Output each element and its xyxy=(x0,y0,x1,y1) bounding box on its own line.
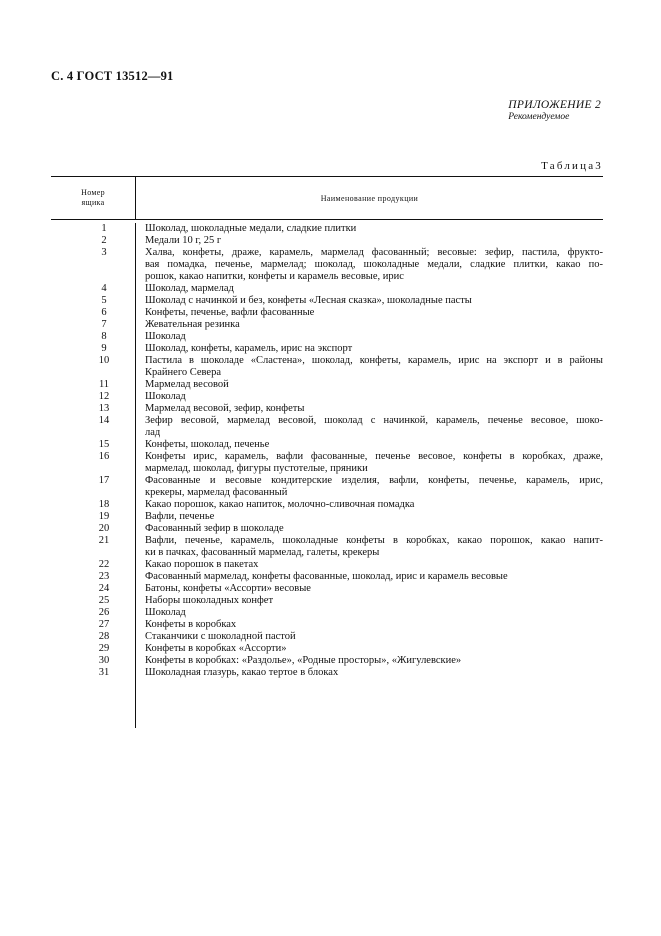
table-row xyxy=(51,247,603,283)
table-row xyxy=(51,415,603,439)
box-number: 27 xyxy=(98,619,110,630)
product-name-line: Жевательная резинка xyxy=(145,319,240,330)
product-name xyxy=(136,595,603,607)
table-row xyxy=(51,235,603,247)
product-name-line: мармелад, шоколад, фигуры пустотелые, пряники xyxy=(145,463,368,474)
product-name xyxy=(136,655,603,667)
page-header: С. 4 ГОСТ 13512—91 xyxy=(51,69,174,83)
product-name xyxy=(136,583,603,595)
product-name xyxy=(136,223,603,235)
table-row xyxy=(51,403,603,415)
box-number: 23 xyxy=(98,571,110,582)
table-row xyxy=(51,343,603,355)
product-name-line: Шоколад xyxy=(145,391,186,402)
box-number: 11 xyxy=(98,379,110,390)
box-number: 7 xyxy=(101,319,107,330)
appendix-title: ПРИЛОЖЕНИЕ 2 xyxy=(508,99,601,111)
box-number: 4 xyxy=(101,283,107,294)
box-number: 3 xyxy=(101,247,107,258)
product-name xyxy=(136,451,603,475)
table-row xyxy=(51,667,603,679)
table-row xyxy=(51,559,603,571)
product-name xyxy=(136,475,603,499)
box-number: 1 xyxy=(101,223,107,234)
box-number: 30 xyxy=(98,655,110,666)
product-name-line: Вафли, печенье, карамель, шоколадные конфеты в коробках, какао порошок, какао напит- xyxy=(145,535,603,546)
product-name-line: Мармелад весовой, зефир, конфеты xyxy=(145,403,305,414)
product-name-line: Шоколад xyxy=(145,607,186,618)
table-row xyxy=(51,499,603,511)
product-name xyxy=(136,247,603,283)
product-name xyxy=(136,571,603,583)
table-row xyxy=(51,391,603,403)
product-name-line: Какао порошок, какао напиток, молочно-сливочная помадка xyxy=(145,499,415,510)
table-row xyxy=(51,595,603,607)
column-header-number-line2: ящика xyxy=(81,198,105,207)
product-name xyxy=(136,235,603,247)
product-name-line: Вафли, печенье xyxy=(145,511,215,522)
product-name-line: Зефир весовой, мармелад весовой, шоколад с начинкой, карамель, печенье весовое, шоко- xyxy=(145,415,603,426)
box-number: 13 xyxy=(98,403,110,414)
product-name xyxy=(136,307,603,319)
table-row xyxy=(51,223,603,235)
product-name xyxy=(136,499,603,511)
product-name xyxy=(136,619,603,631)
product-name xyxy=(136,631,603,643)
table-row xyxy=(51,523,603,535)
product-name xyxy=(136,283,603,295)
box-number: 21 xyxy=(98,535,110,546)
table-row xyxy=(51,439,603,451)
product-name xyxy=(136,511,603,523)
product-name-line: Батоны, конфеты «Ассорти» весовые xyxy=(145,583,311,594)
table-row xyxy=(51,511,603,523)
appendix-subtitle: Рекомендуемое xyxy=(508,112,570,122)
table-row xyxy=(51,379,603,391)
product-name xyxy=(136,643,603,655)
product-name-line: Фасованный мармелад, конфеты фасованные, шоколад, ирис и карамель весовые xyxy=(145,571,508,582)
table-header xyxy=(51,176,603,220)
product-name-line: Конфеты в коробках «Ассорти» xyxy=(145,643,287,654)
box-number: 15 xyxy=(98,439,110,450)
table-row xyxy=(51,643,603,655)
table-row xyxy=(51,655,603,667)
product-name-line: крекеры, мармелад фасованный xyxy=(145,487,288,498)
box-number: 18 xyxy=(98,499,110,510)
product-name xyxy=(136,415,603,439)
product-name-line: Халва, конфеты, драже, карамель, мармелад фасованный; весовые: зефир, пастила, фрукто- xyxy=(145,247,603,258)
box-number: 29 xyxy=(98,643,110,654)
box-number: 6 xyxy=(101,307,107,318)
product-name-line: Шоколад, конфеты, карамель, ирис на экспорт xyxy=(145,343,353,354)
table-row xyxy=(51,355,603,379)
product-name xyxy=(136,295,603,307)
product-name xyxy=(136,319,603,331)
table-row xyxy=(51,571,603,583)
column-header-name: Наименование продукции xyxy=(320,193,419,203)
table-row xyxy=(51,307,603,319)
table-row xyxy=(51,475,603,499)
product-name xyxy=(136,607,603,619)
box-number: 12 xyxy=(98,391,110,402)
product-name-line: Шоколад, мармелад xyxy=(145,283,234,294)
table-row xyxy=(51,451,603,475)
product-name xyxy=(136,439,603,451)
box-number: 14 xyxy=(98,415,110,426)
products-table xyxy=(51,176,603,679)
product-name xyxy=(136,343,603,355)
table-row xyxy=(51,319,603,331)
product-name-line: Какао порошок в пакетах xyxy=(145,559,259,570)
product-name-line: Шоколад, шоколадные медали, сладкие плитки xyxy=(145,223,357,234)
product-name-line: рошок, какао напитки, конфеты и карамель весовые, ирис xyxy=(145,271,404,282)
box-number: 8 xyxy=(101,331,107,342)
box-number: 10 xyxy=(98,355,110,366)
product-name-line: Стаканчики с шоколадной пастой xyxy=(145,631,296,642)
product-name-line: Пастила в шоколаде «Сластена», шоколад, конфеты, карамель, ирис на экспорт и в районы xyxy=(145,355,603,366)
box-number: 28 xyxy=(98,631,110,642)
table-body xyxy=(51,223,603,679)
column-header-number-line1: Номер xyxy=(81,188,105,197)
product-name-line: ки в пачках, фасованный мармелад, галеты, крекеры xyxy=(145,547,380,558)
table-row xyxy=(51,535,603,559)
box-number: 20 xyxy=(98,523,110,534)
product-name xyxy=(136,379,603,391)
table-row xyxy=(51,631,603,643)
product-name xyxy=(136,535,603,559)
product-name-line: Конфеты в коробках: «Раздолье», «Родные просторы», «Жигулевские» xyxy=(145,655,462,666)
product-name-line: лад xyxy=(145,427,161,438)
box-number: 5 xyxy=(101,295,107,306)
product-name xyxy=(136,523,603,535)
product-name-line: Конфеты в коробках xyxy=(145,619,237,630)
box-number: 25 xyxy=(98,595,110,606)
product-name-line: Мармелад весовой xyxy=(145,379,229,390)
box-number: 31 xyxy=(98,667,110,678)
box-number: 17 xyxy=(98,475,110,486)
product-name xyxy=(136,559,603,571)
column-header-number xyxy=(51,177,136,219)
table-caption: Таблица3 xyxy=(541,160,603,172)
product-name xyxy=(136,403,603,415)
product-name-line: Шоколад с начинкой и без, конфеты «Лесная сказка», шоколадные пасты xyxy=(145,295,472,306)
table-row xyxy=(51,583,603,595)
product-name xyxy=(136,391,603,403)
box-number: 26 xyxy=(98,607,110,618)
product-name-line: Крайнего Севера xyxy=(145,367,221,378)
product-name-line: Конфеты ирис, карамель, вафли фасованные, печенье весовое, конфеты в коробках, драже, xyxy=(145,451,603,462)
product-name-line: Фасованный зефир в шоколаде xyxy=(145,523,284,534)
product-name-line: Наборы шоколадных конфет xyxy=(145,595,274,606)
product-name-line: Конфеты, шоколад, печенье xyxy=(145,439,270,450)
box-number: 19 xyxy=(98,511,110,522)
product-name xyxy=(136,331,603,343)
product-name-line: Конфеты, печенье, вафли фасованные xyxy=(145,307,315,318)
box-number: 16 xyxy=(98,451,110,462)
box-number: 9 xyxy=(101,343,107,354)
box-number: 22 xyxy=(98,559,110,570)
appendix-block xyxy=(508,99,601,122)
product-name-line: Медали 10 г, 25 г xyxy=(145,235,222,246)
table-row xyxy=(51,295,603,307)
product-name-line: вая помадка, печенье, мармелад; шоколад, шоколадные медали, сладкие плитки, какао по- xyxy=(145,259,603,270)
product-name-line: Шоколад xyxy=(145,331,186,342)
box-number: 2 xyxy=(101,235,107,246)
table-row xyxy=(51,619,603,631)
box-number: 24 xyxy=(98,583,110,594)
table-row xyxy=(51,607,603,619)
table-row xyxy=(51,283,603,295)
product-name xyxy=(136,355,603,379)
product-name-line: Фасованные и весовые кондитерские изделия, вафли, конфеты, печенье, карамель, ирис, xyxy=(145,475,603,486)
product-name-line: Шоколадная глазурь, какао тертое в блоках xyxy=(145,667,339,678)
product-name xyxy=(136,667,603,679)
table-row xyxy=(51,331,603,343)
